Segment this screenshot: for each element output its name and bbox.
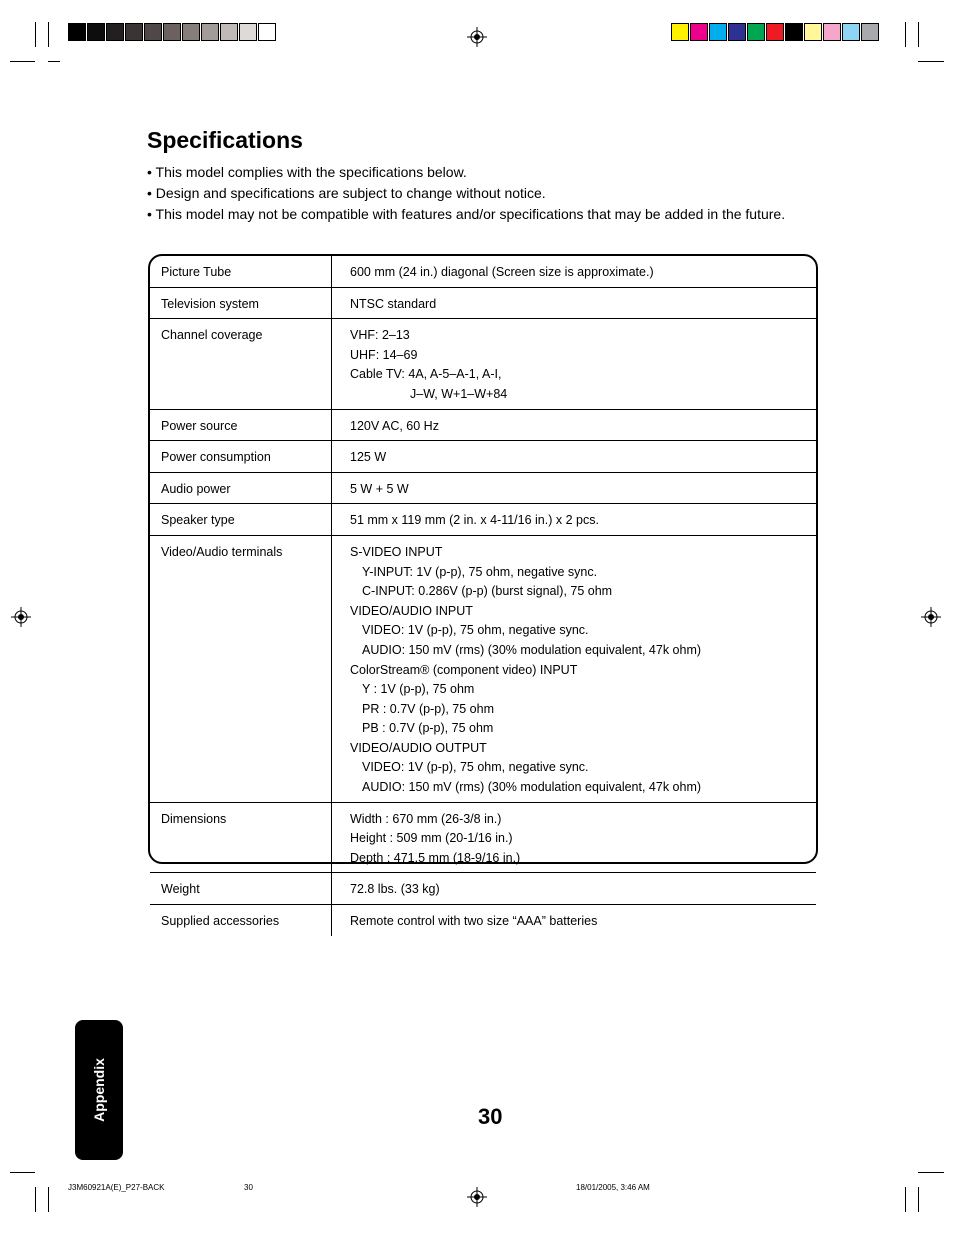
table-row: [150, 873, 816, 905]
spec-value-line: PB : 0.7V (p-p), 75 ohm: [362, 721, 494, 736]
crop-mark: [918, 1172, 944, 1173]
color-swatch: [842, 23, 860, 41]
spec-label: Power source: [161, 418, 238, 433]
color-swatch: [690, 23, 708, 41]
spec-label-cell: [150, 472, 332, 504]
spec-label-cell: [150, 287, 332, 319]
spec-value-line: ColorStream® (component video) INPUT: [350, 662, 578, 677]
spec-label: Speaker type: [161, 513, 235, 528]
footer-page: 30: [244, 1183, 253, 1192]
spec-label-cell: [150, 409, 332, 441]
spec-value-line: AUDIO: 150 mV (rms) (30% modulation equivalent, 47k ohm): [362, 780, 702, 795]
color-swatch: [861, 23, 879, 41]
spec-value-cell: [332, 441, 817, 473]
crop-mark: [10, 61, 35, 62]
notes-list: [147, 162, 785, 225]
color-swatch: [671, 23, 689, 41]
table-row: [150, 256, 816, 287]
color-swatch: [804, 23, 822, 41]
color-swatch: [239, 23, 257, 41]
color-swatch: [87, 23, 105, 41]
color-swatch: [68, 23, 86, 41]
crop-mark: [918, 22, 919, 47]
spec-value-cell: [332, 409, 817, 441]
spec-value-line: NTSC standard: [350, 296, 437, 311]
spec-label-cell: [150, 873, 332, 905]
spec-value-line: 120V AC, 60 Hz: [350, 418, 439, 433]
color-swatch: [201, 23, 219, 41]
footer-date: 18/01/2005, 3:46 AM: [576, 1183, 650, 1192]
color-swatch: [220, 23, 238, 41]
spec-value-line: 51 mm x 119 mm (2 in. x 4-11/16 in.) x 2 pcs.: [350, 513, 599, 528]
crop-mark: [905, 1187, 906, 1212]
spec-value-line: Height : 509 mm (20-1/16 in.): [350, 831, 513, 846]
spec-label: Audio power: [161, 481, 231, 496]
note-item: • This model may not be compatible with features and/or specifications that may be added in the future.: [147, 206, 786, 222]
color-swatch: [258, 23, 276, 41]
spec-value-cell: [332, 256, 817, 287]
crop-mark: [905, 22, 906, 47]
table-row: [150, 319, 816, 409]
spec-value-line: C-INPUT: 0.286V (p-p) (burst signal), 75 ohm: [362, 584, 613, 599]
spec-value-cell: [332, 287, 817, 319]
spec-label: Dimensions: [161, 811, 227, 826]
color-swatch: [125, 23, 143, 41]
crop-mark: [35, 1187, 36, 1212]
specifications-table: [148, 254, 818, 929]
color-swatch: [747, 23, 765, 41]
spec-label-cell: [150, 319, 332, 409]
crop-mark: [35, 22, 36, 47]
crop-mark: [918, 1187, 919, 1212]
crop-mark: [48, 22, 49, 47]
table-row: [150, 802, 816, 873]
spec-label: Weight: [161, 882, 200, 897]
spec-value-line: VIDEO/AUDIO INPUT: [350, 603, 473, 618]
color-swatch: [823, 23, 841, 41]
spec-value-line: Width : 670 mm (26-3/8 in.): [350, 811, 502, 826]
footer-file: J3M60921A(E)_P27-BACK: [68, 1183, 165, 1192]
spec-value-line: UHF: 14–69: [350, 347, 418, 362]
spec-value-cell: [332, 319, 817, 409]
spec-value-cell: [332, 504, 817, 536]
spec-value-line: AUDIO: 150 mV (rms) (30% modulation equivalent, 47k ohm): [362, 642, 702, 657]
spec-value-line: VIDEO: 1V (p-p), 75 ohm, negative sync.: [362, 623, 589, 638]
spec-label: Picture Tube: [161, 265, 232, 279]
spec-value-line: 72.8 lbs. (33 kg): [350, 882, 440, 897]
appendix-tab-label: Appendix: [91, 1058, 107, 1122]
spec-label-cell: [150, 504, 332, 536]
registration-target-icon: [921, 607, 941, 627]
spec-value-line: PR : 0.7V (p-p), 75 ohm: [362, 701, 495, 716]
spec-label-cell: [150, 905, 332, 936]
crop-mark: [48, 61, 60, 62]
table-row: [150, 472, 816, 504]
spec-value-line: Depth : 471.5 mm (18-9/16 in.): [350, 850, 521, 865]
spec-value-line: 600 mm (24 in.) diagonal (Screen size is approximate.): [350, 265, 654, 279]
spec-value-line: VHF: 2–13: [350, 328, 410, 343]
spec-value-line: Remote control with two size “AAA” batteries: [350, 914, 598, 929]
color-swatch: [182, 23, 200, 41]
spec-value-line: Cable TV: 4A, A-5–A-1, A-I,: [350, 367, 502, 382]
appendix-tab: [75, 1020, 123, 1160]
crop-mark: [918, 61, 944, 62]
spec-label-cell: [150, 802, 332, 873]
table-row: [150, 441, 816, 473]
spec-label: Television system: [161, 296, 259, 311]
spec-label-cell: [150, 441, 332, 473]
spec-value-cell: [332, 802, 817, 873]
spec-value-line: Y : 1V (p-p), 75 ohm: [362, 682, 475, 697]
color-swatch: [144, 23, 162, 41]
registration-target-icon: [467, 27, 487, 47]
registration-target-icon: [11, 607, 31, 627]
table-row: [150, 504, 816, 536]
spec-value-line: Y-INPUT: 1V (p-p), 75 ohm, negative sync.: [362, 564, 598, 579]
spec-value-line: VIDEO/AUDIO OUTPUT: [350, 740, 487, 755]
spec-label: Power consumption: [161, 450, 271, 465]
table-row: [150, 409, 816, 441]
color-swatch: [728, 23, 746, 41]
spec-label-cell: [150, 256, 332, 287]
crop-mark: [48, 1187, 49, 1212]
color-calibration-bars: [671, 23, 880, 41]
spec-label: Supplied accessories: [161, 914, 280, 929]
table-row: [150, 287, 816, 319]
spec-value-cell: [332, 535, 817, 802]
spec-label-cell: [150, 535, 332, 802]
spec-value-line: VIDEO: 1V (p-p), 75 ohm, negative sync.: [362, 760, 589, 775]
color-swatch: [106, 23, 124, 41]
table-row: [150, 535, 816, 802]
table-row: [150, 905, 816, 936]
crop-mark: [10, 1172, 35, 1173]
gray-calibration-bars: [68, 23, 277, 41]
spec-value-line: J–W, W+1–W+84: [410, 386, 508, 401]
spec-value-cell: [332, 472, 817, 504]
registration-target-icon: [467, 1187, 487, 1207]
note-item: • Design and specifications are subject to change without notice.: [147, 185, 546, 201]
note-item: • This model complies with the specifications below.: [147, 164, 467, 180]
spec-label: Channel coverage: [161, 328, 263, 343]
spec-value-cell: [332, 873, 817, 905]
color-swatch: [709, 23, 727, 41]
spec-value-line: 125 W: [350, 450, 387, 465]
color-swatch: [163, 23, 181, 41]
spec-value-line: S-VIDEO INPUT: [350, 544, 443, 559]
spec-label: Video/Audio terminals: [161, 544, 283, 559]
spec-value-cell: [332, 905, 817, 936]
page-number: 30: [478, 1104, 503, 1129]
page-title: Specifications: [147, 127, 303, 153]
color-swatch: [766, 23, 784, 41]
spec-value-line: 5 W + 5 W: [350, 481, 409, 496]
color-swatch: [785, 23, 803, 41]
